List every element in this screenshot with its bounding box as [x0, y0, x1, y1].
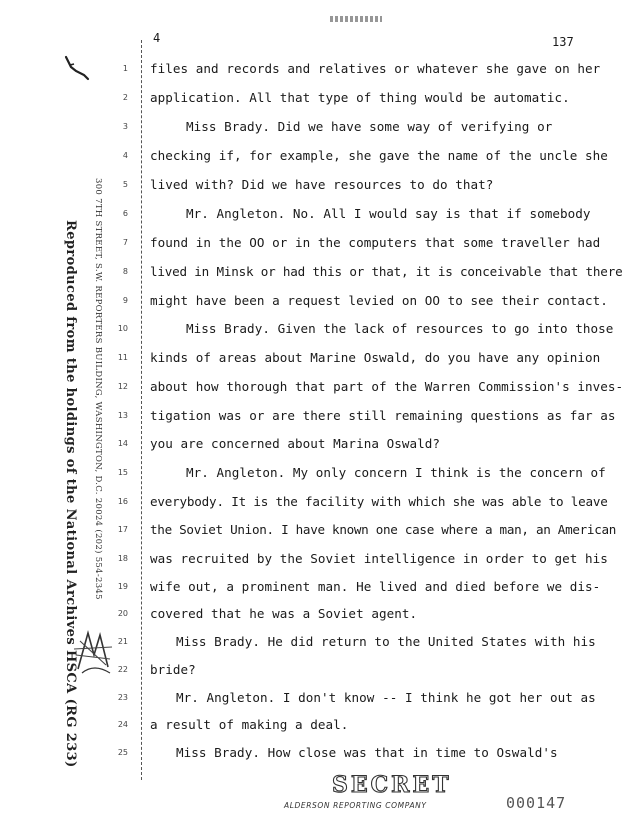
handwritten-initials-stamp	[70, 625, 116, 677]
line-number: 1	[122, 64, 128, 73]
transcript-line: checking if, for example, she gave the name of the uncle she	[150, 148, 608, 163]
transcript-line: tigation was or are there still remaining questions as far as	[150, 408, 616, 423]
transcript-line: Miss Brady. Did we have some way of verifying or	[186, 119, 553, 134]
line-number: 21	[117, 637, 128, 646]
archive-reproduction-note: Reproduced from the holdings of the National Archives HSCA (RG 233)	[63, 220, 78, 768]
transcript-line: covered that he was a Soviet agent.	[150, 606, 418, 621]
line-number: 25	[117, 748, 128, 757]
line-number: 3	[122, 122, 128, 131]
reporter-address-note: 300 7TH STREET, S.W. REPORTERS BUILDING, WASHINGTON, D.C. 20024 (202) 554-2345	[93, 178, 103, 600]
line-number: 6	[122, 209, 128, 218]
transcript-line: files and records and relatives or whatever she gave on her	[150, 61, 601, 76]
transcript-line: wife out, a prominent man. He lived and died before we dis-	[150, 579, 601, 594]
line-number: 15	[117, 468, 128, 477]
line-number: 22	[117, 665, 128, 674]
transcript-line: Miss Brady. He did return to the United States with his	[176, 634, 596, 649]
page-number-right: 137	[552, 35, 574, 49]
line-number: 5	[122, 180, 128, 189]
transcript-line: was recruited by the Soviet intelligence in order to get his	[150, 551, 608, 566]
transcript-line: lived with? Did we have resources to do that?	[150, 177, 494, 192]
line-number: 16	[117, 497, 128, 506]
line-number: 12	[117, 382, 128, 391]
transcript-line: lived in Minsk or had this or that, it is conceivable that there	[150, 264, 623, 279]
transcript-line: about how thorough that part of the Warren Commission's inves-	[150, 379, 624, 394]
transcript-line: a result of making a deal.	[150, 717, 349, 732]
transcript-line: Mr. Angleton. No. All I would say is that if somebody	[186, 206, 591, 221]
transcript-line: might have been a request levied on OO to see their contact.	[150, 293, 608, 308]
page-number-left: 4	[153, 31, 161, 45]
transcript-line: bride?	[150, 662, 196, 677]
corner-pen-mark	[62, 55, 90, 81]
line-number: 7	[122, 238, 128, 247]
transcript-line: Mr. Angleton. My only concern I think is the concern of	[186, 465, 606, 480]
reporting-company-name: ALDERSON REPORTING COMPANY	[284, 801, 427, 810]
line-number: 17	[117, 525, 128, 534]
transcript-line: Miss Brady. Given the lack of resources to go into those	[186, 321, 614, 336]
header-smudge	[330, 16, 382, 22]
line-number: 11	[117, 353, 128, 362]
line-number: 13	[117, 411, 128, 420]
left-margin-rule	[141, 40, 142, 780]
line-number: 14	[117, 439, 128, 448]
transcript-line: Miss Brady. How close was that in time to Oswald's	[176, 745, 558, 760]
line-number: 4	[122, 151, 128, 160]
document-id-number: 000147	[506, 794, 567, 812]
line-number: 23	[117, 693, 128, 702]
transcript-line: everybody. It is the facility with which she was able to leave	[150, 494, 608, 509]
line-number: 19	[117, 582, 128, 591]
line-number: 10	[117, 324, 128, 333]
secret-classification-stamp: SECRET	[332, 772, 452, 798]
transcript-line: you are concerned about Marina Oswald?	[150, 436, 441, 451]
transcript-line: application. All that type of thing would be automatic.	[150, 90, 570, 105]
transcript-line: the Soviet Union. I have known one case where a man, an American	[150, 522, 617, 537]
line-number: 8	[122, 267, 128, 276]
line-number: 9	[122, 296, 128, 305]
transcript-line: found in the OO or in the computers that some traveller had	[150, 235, 601, 250]
transcript-line: Mr. Angleton. I don't know -- I think he got her out as	[176, 690, 596, 705]
line-number: 24	[117, 720, 128, 729]
line-number: 20	[117, 609, 128, 618]
line-number: 18	[117, 554, 128, 563]
line-number: 2	[122, 93, 128, 102]
transcript-line: kinds of areas about Marine Oswald, do you have any opinion	[150, 350, 601, 365]
